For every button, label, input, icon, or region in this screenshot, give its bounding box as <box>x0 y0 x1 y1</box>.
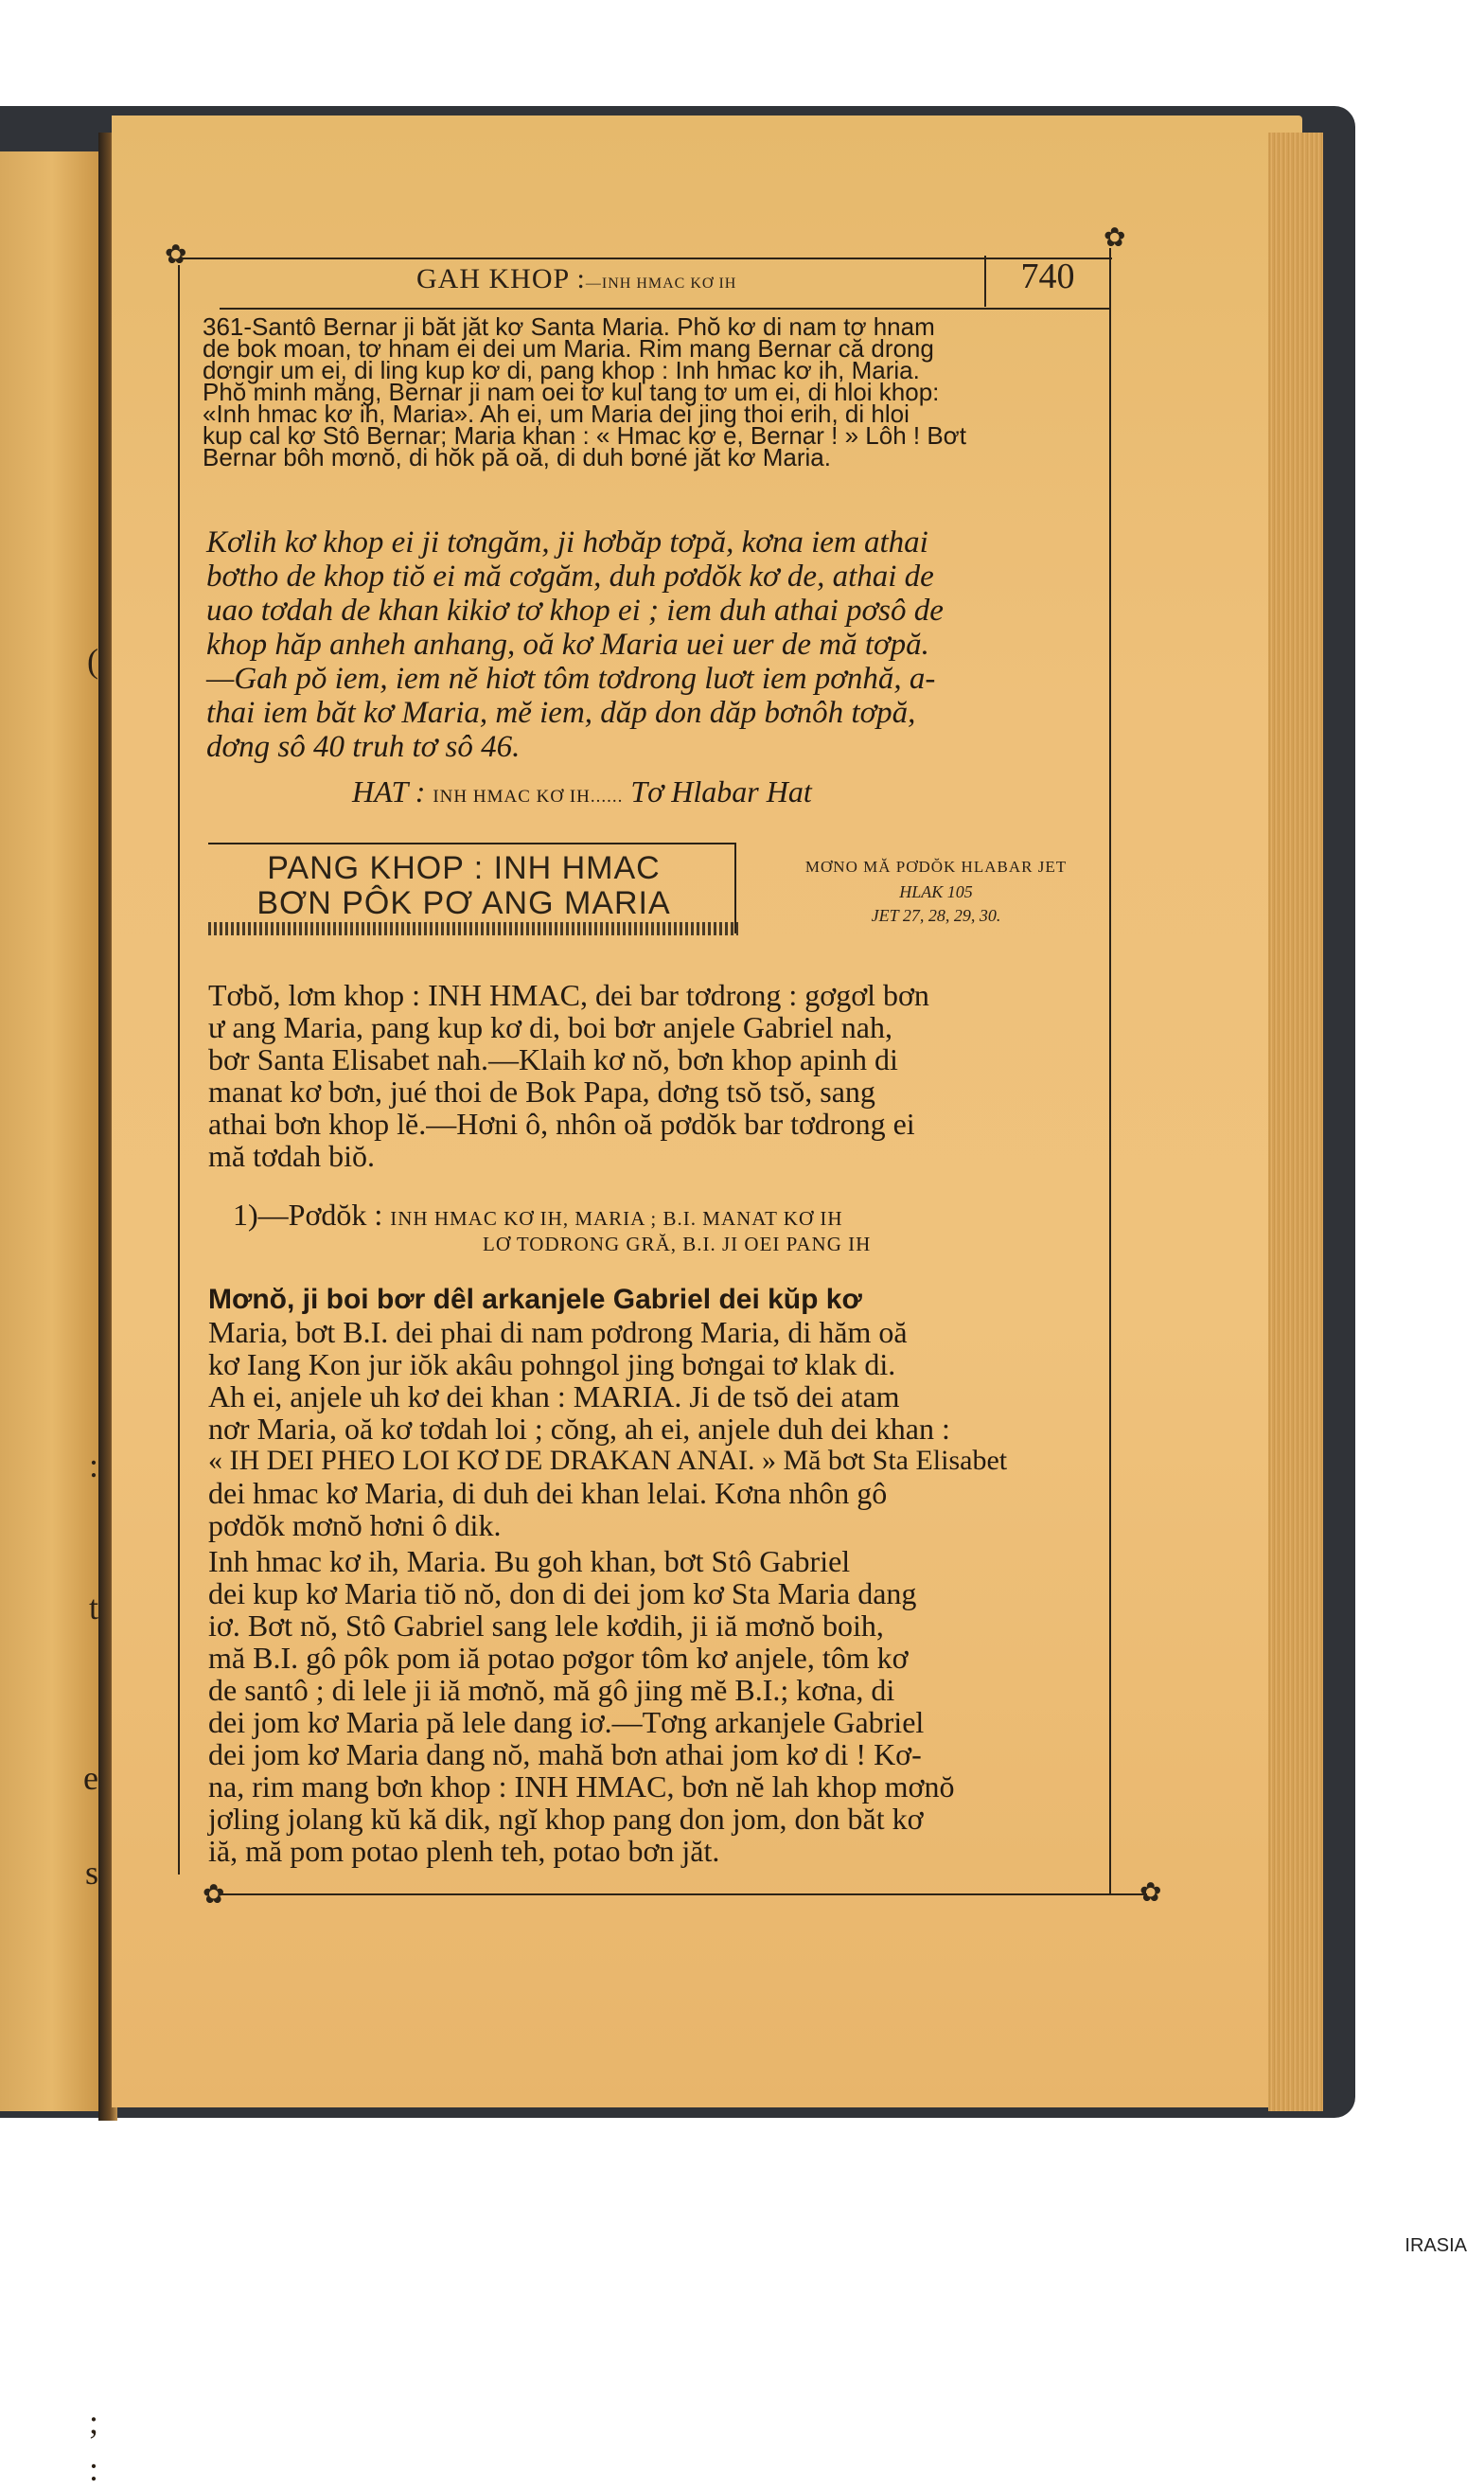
decorative-border-pattern <box>208 922 738 935</box>
ornament-icon: ✿ <box>1140 1878 1162 1908</box>
paragraph-line: Mơnŏ, ji boi bơr dêl arkanjele Gabriel dei kŭp kơ <box>208 1284 862 1315</box>
title-box-border <box>734 843 736 933</box>
left-page-fragment: : <box>88 2450 98 2488</box>
section-title-line1: PANG KHOP : INH HMAC <box>267 850 661 886</box>
story-line: Bernar bôh mơnŏ, di hŏk pă oă, di duh bơné jăt kơ Maria. <box>203 443 831 471</box>
paragraph-line: kơ Iang Kon jur iŏk akâu pohngol jing bơngai tơ klak di. <box>208 1347 896 1381</box>
page-edges <box>1268 133 1323 2111</box>
frame-bottom-line <box>220 1893 1147 1895</box>
point-line1: INH HMAC KƠ IH, MARIA ; B.I. MANAT KƠ IH <box>390 1207 843 1230</box>
point-line2: LƠ TODRONG GRĂ, B.I. JI OEI PANG IH <box>483 1233 872 1255</box>
paragraph-line: « IH DEI PHEO LOI KƠ DE DRAKAN ANAI. » Mă bơt Sta Elisabet <box>208 1445 1008 1476</box>
left-page-fragment: ( <box>87 642 98 680</box>
paragraph-line: dei kup kơ Maria tiŏ nŏ, don di dei jom kơ Sta Maria dang <box>208 1576 917 1610</box>
paragraph-line: iă, mă pom potao plenh teh, potao bơn jăt. <box>208 1834 720 1868</box>
header-underline <box>220 308 1109 310</box>
story-line: de bok moan, tơ hnam ei dei um Maria. Rim mang Bernar că drong <box>203 334 934 363</box>
italic-line: uao tơdah de khan kikiơ tơ khop ei ; iem duh athai pơsô de <box>206 594 944 628</box>
hat-line <box>352 774 812 809</box>
title-box-border <box>208 843 734 844</box>
paragraph-line: athai bơn khop lĕ.—Hơni ô, nhôn oă pơdŏk bar tơdrong ei <box>208 1107 915 1141</box>
page-number: 740 <box>1020 257 1075 296</box>
italic-line: bơtho de khop tiŏ ei mă cơgăm, duh pơdŏk kơ de, athai de <box>206 560 934 594</box>
italic-line: dơng sô 40 truh tơ sô 46. <box>206 730 521 764</box>
story-line: Phŏ minh măng, Bernar ji nam oei tơ kul tang tơ um ei, di hloi khop: <box>203 378 940 406</box>
running-header <box>416 263 984 295</box>
paragraph-line: na, rim mang bơn khop : INH HMAC, bơn nĕ lah khop mơnŏ <box>208 1769 955 1804</box>
side-note-line3: JET 27, 28, 29, 30. <box>871 906 1001 925</box>
left-page-fragment: s <box>84 1854 98 1892</box>
italic-line: khop hăp anheh anhang, oă kơ Maria uei uer de mă tơpă. <box>206 628 929 662</box>
running-header-subtitle: —INH HMAC KƠ IH <box>585 275 737 292</box>
story-line: «Inh hmac kơ ih, Maria». Ah ei, um Maria dei jing thoi erih, di hloi <box>203 400 910 428</box>
paragraph-line: jơling jolang kŭ kă dik, ngĭ khop pang don jom, don băt kơ <box>208 1802 924 1836</box>
story-line: kup cal kơ Stô Bernar; Maria khan : « Hmac kơ e, Bernar ! » Lôh ! Bơt <box>203 421 966 450</box>
paragraph-line: pơdŏk mơnŏ hơni ô dik. <box>208 1508 502 1542</box>
paragraph-line: mă tơdah biŏ. <box>208 1139 375 1173</box>
paragraph-line: de santô ; di lele ji iă mơnŏ, mă gô jing mĕ B.I.; kơna, di <box>208 1673 895 1707</box>
running-header-title: GAH KHOP : <box>416 263 586 294</box>
italic-line: Kơlih kơ khop ei ji tơngăm, ji hơbăp tơpă, kơna iem athai <box>206 525 928 560</box>
hat-reference: INH HMAC KƠ IH...... <box>433 787 624 807</box>
point-lead: 1)—Pơdŏk : <box>233 1198 383 1232</box>
frame-right-line <box>1109 248 1111 1895</box>
paragraph-line: dei hmac kơ Maria, di duh dei khan lelai. Kơna nhôn gô <box>208 1476 888 1510</box>
italic-line: thai iem băt kơ Maria, mĕ iem, dăp don dăp bơnôh tơpă, <box>206 696 916 730</box>
paragraph-line: nơr Maria, oă kơ tơdah loi ; cŏng, ah ei, anjele duh dei khan : <box>208 1412 950 1446</box>
paragraph-line: mă B.I. gô pôk pom iă potao pơgor tôm kơ anjele, tôm kơ <box>208 1641 909 1675</box>
story-line: dơngir um ei, di ling kup kơ di, pang khop : Inh hmac kơ ih, Maria. <box>203 356 920 384</box>
ornament-icon: ✿ <box>203 1880 225 1910</box>
ornament-icon: ✿ <box>165 240 187 270</box>
paragraph-line: manat kơ bơn, jué thoi de Bok Papa, dơng tsŏ tsŏ, sang <box>208 1075 875 1109</box>
left-page-fragment: t <box>88 1589 98 1626</box>
frame-top-line <box>180 258 1112 259</box>
left-page <box>0 151 104 2488</box>
hat-label: HAT : <box>352 774 426 809</box>
paragraph-line: bơr Santa Elisabet nah.—Klaih kơ nŏ, bơn khop apinh di <box>208 1042 898 1076</box>
paragraph-line: Tơbŏ, lơm khop : INH HMAC, dei bar tơdrong : gơgơl bơn <box>208 978 929 1012</box>
left-page-fragment: : <box>88 1447 98 1484</box>
paragraph-line: Inh hmac kơ ih, Maria. Bu goh khan, bơt Stô Gabriel <box>208 1544 851 1578</box>
watermark-label: IRASIA <box>1404 2235 1467 2256</box>
paragraph-line: dei jom kơ Maria dang nŏ, mahă bơn athai jom kơ di ! Kơ- <box>208 1737 922 1771</box>
section-title-box <box>208 843 738 937</box>
italic-line: —Gah pŏ iem, iem nĕ hiơt tôm tơdrong luơt iem pơnhă, a- <box>206 662 936 696</box>
paragraph-line: dei jom kơ Maria pă lele dang iơ.—Tơng arkanjele Gabriel <box>208 1705 925 1739</box>
hat-note: Tơ Hlabar Hat <box>630 774 812 809</box>
paragraph-line: iơ. Bơt nŏ, Stô Gabriel sang lele kơdih, ji iă mơnŏ boih, <box>208 1608 884 1643</box>
paragraph-line: ư ang Maria, pang kup kơ di, boi bơr anjele Gabriel nah, <box>208 1010 892 1044</box>
paragraph-line: Maria, bơt B.I. dei phai di nam pơdrong Maria, di hăm oă <box>208 1315 908 1349</box>
side-note-line1: MƠNO MĂ PƠDŎK HLABAR JET <box>804 858 1068 876</box>
left-page-fragment: ; <box>88 2403 98 2441</box>
ornament-icon: ✿ <box>1104 223 1126 253</box>
section-title-line2: BƠN PÔK PƠ ANG MARIA <box>256 885 671 921</box>
side-note <box>748 858 1124 926</box>
frame-left-line <box>178 265 180 1875</box>
paragraph-line: Ah ei, anjele uh kơ dei khan : MARIA. Ji de tsŏ dei atam <box>208 1379 900 1413</box>
story-line: 361-Santô Bernar ji băt jăt kơ Santa Maria. Phŏ kơ di nam tơ hnam <box>203 312 935 341</box>
left-page-fragment: e <box>83 1759 98 1797</box>
header-divider <box>984 256 986 307</box>
side-note-line2: HLAK 105 <box>899 882 973 901</box>
point-heading <box>233 1199 843 1235</box>
